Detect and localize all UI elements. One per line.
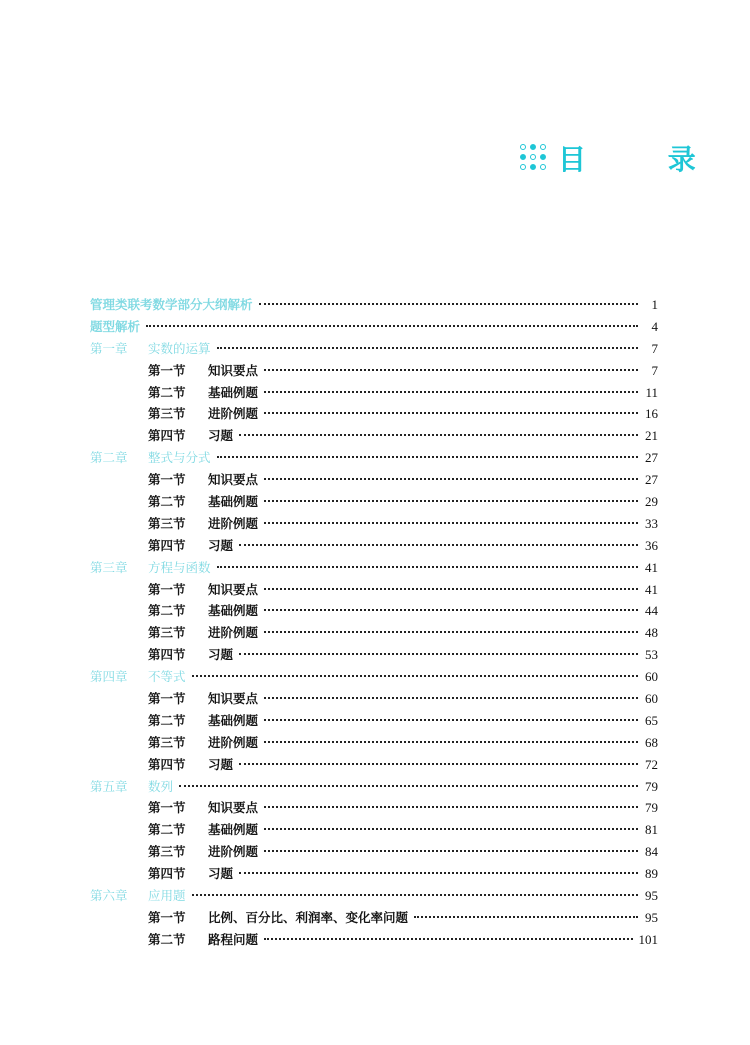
section-number: 第一节 bbox=[148, 362, 186, 378]
page-number: 27 bbox=[645, 472, 658, 488]
section-number: 第四节 bbox=[148, 647, 186, 663]
entry-title: 管理类联考数学部分大纲解析 bbox=[90, 297, 253, 312]
dot-leader bbox=[192, 675, 638, 677]
page-number: 65 bbox=[645, 712, 658, 728]
dot-leader bbox=[414, 916, 638, 918]
section-number: 第三节 bbox=[148, 406, 186, 422]
page-number: 16 bbox=[645, 406, 658, 422]
page-number: 7 bbox=[651, 362, 658, 378]
chapter-number: 第六章 bbox=[90, 888, 128, 904]
page-number: 101 bbox=[638, 931, 658, 947]
page-number: 48 bbox=[645, 625, 658, 641]
toc-entry-top[interactable] bbox=[90, 316, 658, 338]
dot-leader bbox=[264, 522, 638, 524]
dot-leader bbox=[239, 544, 638, 546]
page-number: 68 bbox=[645, 734, 658, 750]
dot-leader bbox=[192, 894, 638, 896]
dot-leader bbox=[264, 412, 638, 414]
toc-entry-section[interactable] bbox=[90, 600, 658, 622]
section-title: 进阶例题 bbox=[208, 406, 259, 422]
dot-leader bbox=[264, 631, 638, 633]
chapter-number: 第一章 bbox=[90, 340, 128, 356]
page-number: 21 bbox=[645, 428, 658, 444]
section-number: 第一节 bbox=[148, 581, 186, 597]
section-title: 基础例题 bbox=[208, 822, 259, 838]
page-number: 60 bbox=[645, 669, 658, 685]
toc-entry-section[interactable] bbox=[90, 819, 658, 841]
section-number: 第二节 bbox=[148, 603, 186, 619]
entry-title: 题型解析 bbox=[90, 318, 141, 334]
dots-grid-icon bbox=[520, 144, 548, 172]
dot-leader bbox=[264, 369, 638, 371]
page-number: 29 bbox=[645, 494, 658, 510]
table-of-contents bbox=[90, 294, 658, 951]
section-title: 知识要点 bbox=[208, 691, 259, 707]
section-title: 知识要点 bbox=[208, 581, 259, 597]
dot-leader bbox=[264, 828, 638, 830]
section-title: 习题 bbox=[208, 866, 234, 882]
dot-leader bbox=[239, 653, 638, 655]
page-number: 89 bbox=[645, 866, 658, 882]
chapter-number: 第四章 bbox=[90, 669, 128, 685]
section-title: 路程问题 bbox=[208, 931, 259, 947]
toc-entry-section[interactable] bbox=[90, 863, 658, 885]
dot-leader bbox=[239, 872, 638, 874]
section-number: 第一节 bbox=[148, 800, 186, 816]
page-number: 1 bbox=[651, 297, 658, 312]
toc-heading bbox=[520, 138, 732, 178]
section-title: 基础例题 bbox=[208, 494, 259, 510]
chapter-title: 方程与函数 bbox=[148, 559, 211, 575]
page-number: 4 bbox=[651, 318, 658, 334]
chapter-number: 第五章 bbox=[90, 778, 128, 794]
section-number: 第三节 bbox=[148, 844, 186, 860]
section-number: 第二节 bbox=[148, 384, 186, 400]
toc-entry-section[interactable] bbox=[90, 513, 658, 535]
toc-entry-section[interactable] bbox=[90, 929, 658, 951]
toc-entry-section[interactable] bbox=[90, 841, 658, 863]
toc-entry-chapter[interactable] bbox=[90, 338, 658, 360]
section-title: 进阶例题 bbox=[208, 734, 259, 750]
toc-entry-section[interactable] bbox=[90, 907, 658, 929]
dot-leader bbox=[264, 938, 632, 940]
dot-leader bbox=[217, 566, 638, 568]
section-title: 习题 bbox=[208, 428, 234, 444]
dot-leader bbox=[264, 478, 638, 480]
toc-entry-section[interactable] bbox=[90, 535, 658, 557]
dot-leader bbox=[264, 719, 638, 721]
dot-leader bbox=[264, 850, 638, 852]
toc-entry-chapter[interactable] bbox=[90, 447, 658, 469]
page-number: 33 bbox=[645, 515, 658, 531]
chapter-title: 实数的运算 bbox=[148, 340, 211, 356]
dot-leader bbox=[146, 325, 638, 327]
section-title: 习题 bbox=[208, 537, 234, 553]
section-title: 进阶例题 bbox=[208, 844, 259, 860]
section-number: 第四节 bbox=[148, 756, 186, 772]
page-title: 目 录 bbox=[558, 143, 732, 176]
toc-entry-chapter[interactable] bbox=[90, 557, 658, 579]
toc-entry-section[interactable] bbox=[90, 360, 658, 382]
dot-leader bbox=[239, 434, 638, 436]
dot-leader bbox=[264, 806, 638, 808]
dot-leader bbox=[217, 347, 638, 349]
section-title: 知识要点 bbox=[208, 800, 259, 816]
section-number: 第二节 bbox=[148, 494, 186, 510]
section-title: 习题 bbox=[208, 756, 234, 772]
section-number: 第四节 bbox=[148, 866, 186, 882]
page-number: 11 bbox=[645, 384, 658, 400]
page-number: 41 bbox=[645, 581, 658, 597]
section-title: 基础例题 bbox=[208, 384, 259, 400]
section-number: 第三节 bbox=[148, 734, 186, 750]
dot-leader bbox=[264, 697, 638, 699]
toc-entry-section[interactable] bbox=[90, 469, 658, 491]
page-number: 95 bbox=[645, 909, 658, 925]
page-number: 79 bbox=[645, 800, 658, 816]
dot-leader bbox=[179, 785, 638, 787]
section-number: 第三节 bbox=[148, 515, 186, 531]
toc-entry-section[interactable] bbox=[90, 425, 658, 447]
toc-entry-section[interactable] bbox=[90, 732, 658, 754]
toc-entry-chapter[interactable] bbox=[90, 666, 658, 688]
section-title: 习题 bbox=[208, 647, 234, 663]
section-title: 进阶例题 bbox=[208, 625, 259, 641]
page-number: 53 bbox=[645, 647, 658, 663]
page-number: 60 bbox=[645, 691, 658, 707]
section-number: 第一节 bbox=[148, 691, 186, 707]
page-number: 72 bbox=[645, 756, 658, 772]
page-number: 7 bbox=[651, 340, 658, 356]
toc-entry-section[interactable] bbox=[90, 491, 658, 513]
dot-leader bbox=[264, 609, 638, 611]
dot-leader bbox=[264, 588, 638, 590]
toc-entry-section[interactable] bbox=[90, 382, 658, 404]
toc-entry-section[interactable] bbox=[90, 622, 658, 644]
dot-leader bbox=[239, 763, 638, 765]
toc-entry-section[interactable] bbox=[90, 644, 658, 666]
section-title: 进阶例题 bbox=[208, 515, 259, 531]
section-number: 第四节 bbox=[148, 428, 186, 444]
page-number: 44 bbox=[645, 603, 658, 619]
page-number: 27 bbox=[645, 450, 658, 466]
toc-entry-section[interactable] bbox=[90, 579, 658, 601]
page-number: 95 bbox=[645, 888, 658, 904]
toc-entry-section[interactable] bbox=[90, 403, 658, 425]
dot-leader bbox=[264, 741, 638, 743]
page-number: 79 bbox=[645, 778, 658, 794]
section-number: 第四节 bbox=[148, 537, 186, 553]
chapter-number: 第二章 bbox=[90, 450, 128, 466]
chapter-title: 数列 bbox=[148, 778, 174, 794]
page-number: 84 bbox=[645, 844, 658, 860]
dot-leader bbox=[259, 303, 638, 305]
toc-entry-section[interactable] bbox=[90, 710, 658, 732]
section-number: 第二节 bbox=[148, 931, 186, 947]
dot-leader bbox=[264, 500, 638, 502]
page-number: 36 bbox=[645, 537, 658, 553]
section-number: 第三节 bbox=[148, 625, 186, 641]
toc-entry-section[interactable] bbox=[90, 754, 658, 776]
page-number: 81 bbox=[645, 822, 658, 838]
toc-entry-chapter[interactable] bbox=[90, 885, 658, 907]
chapter-number: 第三章 bbox=[90, 559, 128, 575]
section-number: 第二节 bbox=[148, 712, 186, 728]
section-title: 知识要点 bbox=[208, 472, 259, 488]
dot-leader bbox=[217, 456, 638, 458]
toc-entry-chapter[interactable] bbox=[90, 776, 658, 798]
toc-entry-section[interactable] bbox=[90, 797, 658, 819]
dot-leader bbox=[264, 391, 638, 393]
toc-entry-top[interactable] bbox=[90, 294, 658, 316]
section-title: 基础例题 bbox=[208, 712, 259, 728]
page-number: 41 bbox=[645, 559, 658, 575]
chapter-title: 整式与分式 bbox=[148, 450, 211, 466]
section-title: 基础例题 bbox=[208, 603, 259, 619]
chapter-title: 应用题 bbox=[148, 888, 186, 904]
section-number: 第一节 bbox=[148, 909, 186, 925]
section-title: 知识要点 bbox=[208, 362, 259, 378]
chapter-title: 不等式 bbox=[148, 669, 186, 685]
section-number: 第二节 bbox=[148, 822, 186, 838]
section-number: 第一节 bbox=[148, 472, 186, 488]
toc-entry-section[interactable] bbox=[90, 688, 658, 710]
section-title: 比例、百分比、利润率、变化率问题 bbox=[208, 909, 409, 925]
